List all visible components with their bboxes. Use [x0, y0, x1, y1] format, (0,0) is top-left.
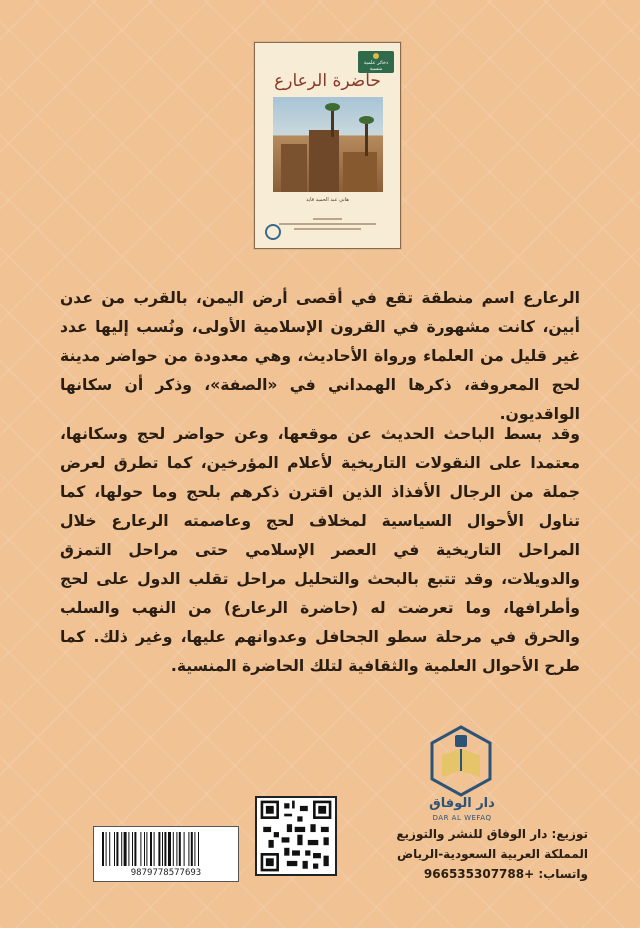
series-number-icon [373, 53, 379, 59]
distribution-line: توزيع: دار الوفاق للنشر والتوزيع [396, 827, 588, 841]
publisher-logo-icon [428, 725, 494, 797]
isbn-barcode [93, 826, 239, 882]
book-title: حاضرة الرعارع [274, 71, 381, 91]
barcode-number: 9879778577693 [130, 868, 202, 878]
book-author: هاني عبد الحميد قايد [306, 197, 349, 203]
barcode-bars [102, 832, 232, 866]
distribution-info [362, 824, 588, 884]
book-cover-thumbnail [254, 42, 401, 249]
cover-photo [273, 97, 383, 192]
whatsapp-line: واتساب: +966535307788 [423, 867, 588, 881]
qr-code[interactable] [255, 796, 337, 876]
description-paragraph-2: وقد بسط الباحث الحديث عن موقعها، وعن حواضر لحج وسكانها، معتمدا على النقولات التاريخية لأعلام المؤرخين، كما تطرق لعرض جملة من الرجال الأفذاذ الذين اقترن ذكرهم بلحج وما حولها، كما تناول الأحوال السياسية لمخلاف لحج وعاصمته الرعارع خلال المراحل التاريخية في العصر الإسلامي حتى مراحل التمزق والدويلات، وقد تتبع بالبحث والتحليل مراحل تقلب الدول على لحج وأطرافها، وما تعرضت له (حاضرة الرعارع) من النهب والسلب والحرق في مرحلة سطو الجحافل وعدوانهم عليها، وغير ذلك. كما طرح الأحوال العلمية والثقافية لتلك الحاضرة المنسية. [60, 424, 580, 675]
publisher-name-latin: DAR AL WEFAQ [432, 814, 492, 822]
imprint-logo-icon [265, 224, 281, 240]
description-paragraph-1: الرعارع اسم منطقة تقع في أقصى أرض اليمن، بالقرب من عدن أبين، كانت مشهورة في القرون الإسلامية الأولى، ونُسب إليها عدد غير قليل من العلماء ورواة الأحاديث، وهي معدودة من حواضر مدينة لحج المعروفة، ذكرها الهمداني في «الصفة»، وذكر أن سكانها الواقديون. [60, 288, 580, 423]
intro-credits [279, 215, 376, 233]
series-badge-label: ذخائر علمية منسية [363, 60, 389, 72]
distribution-line: المملكة العربية السعودية-الرياض [396, 847, 588, 861]
publisher-name: دار الوفاق [429, 796, 495, 811]
series-badge [358, 51, 394, 73]
